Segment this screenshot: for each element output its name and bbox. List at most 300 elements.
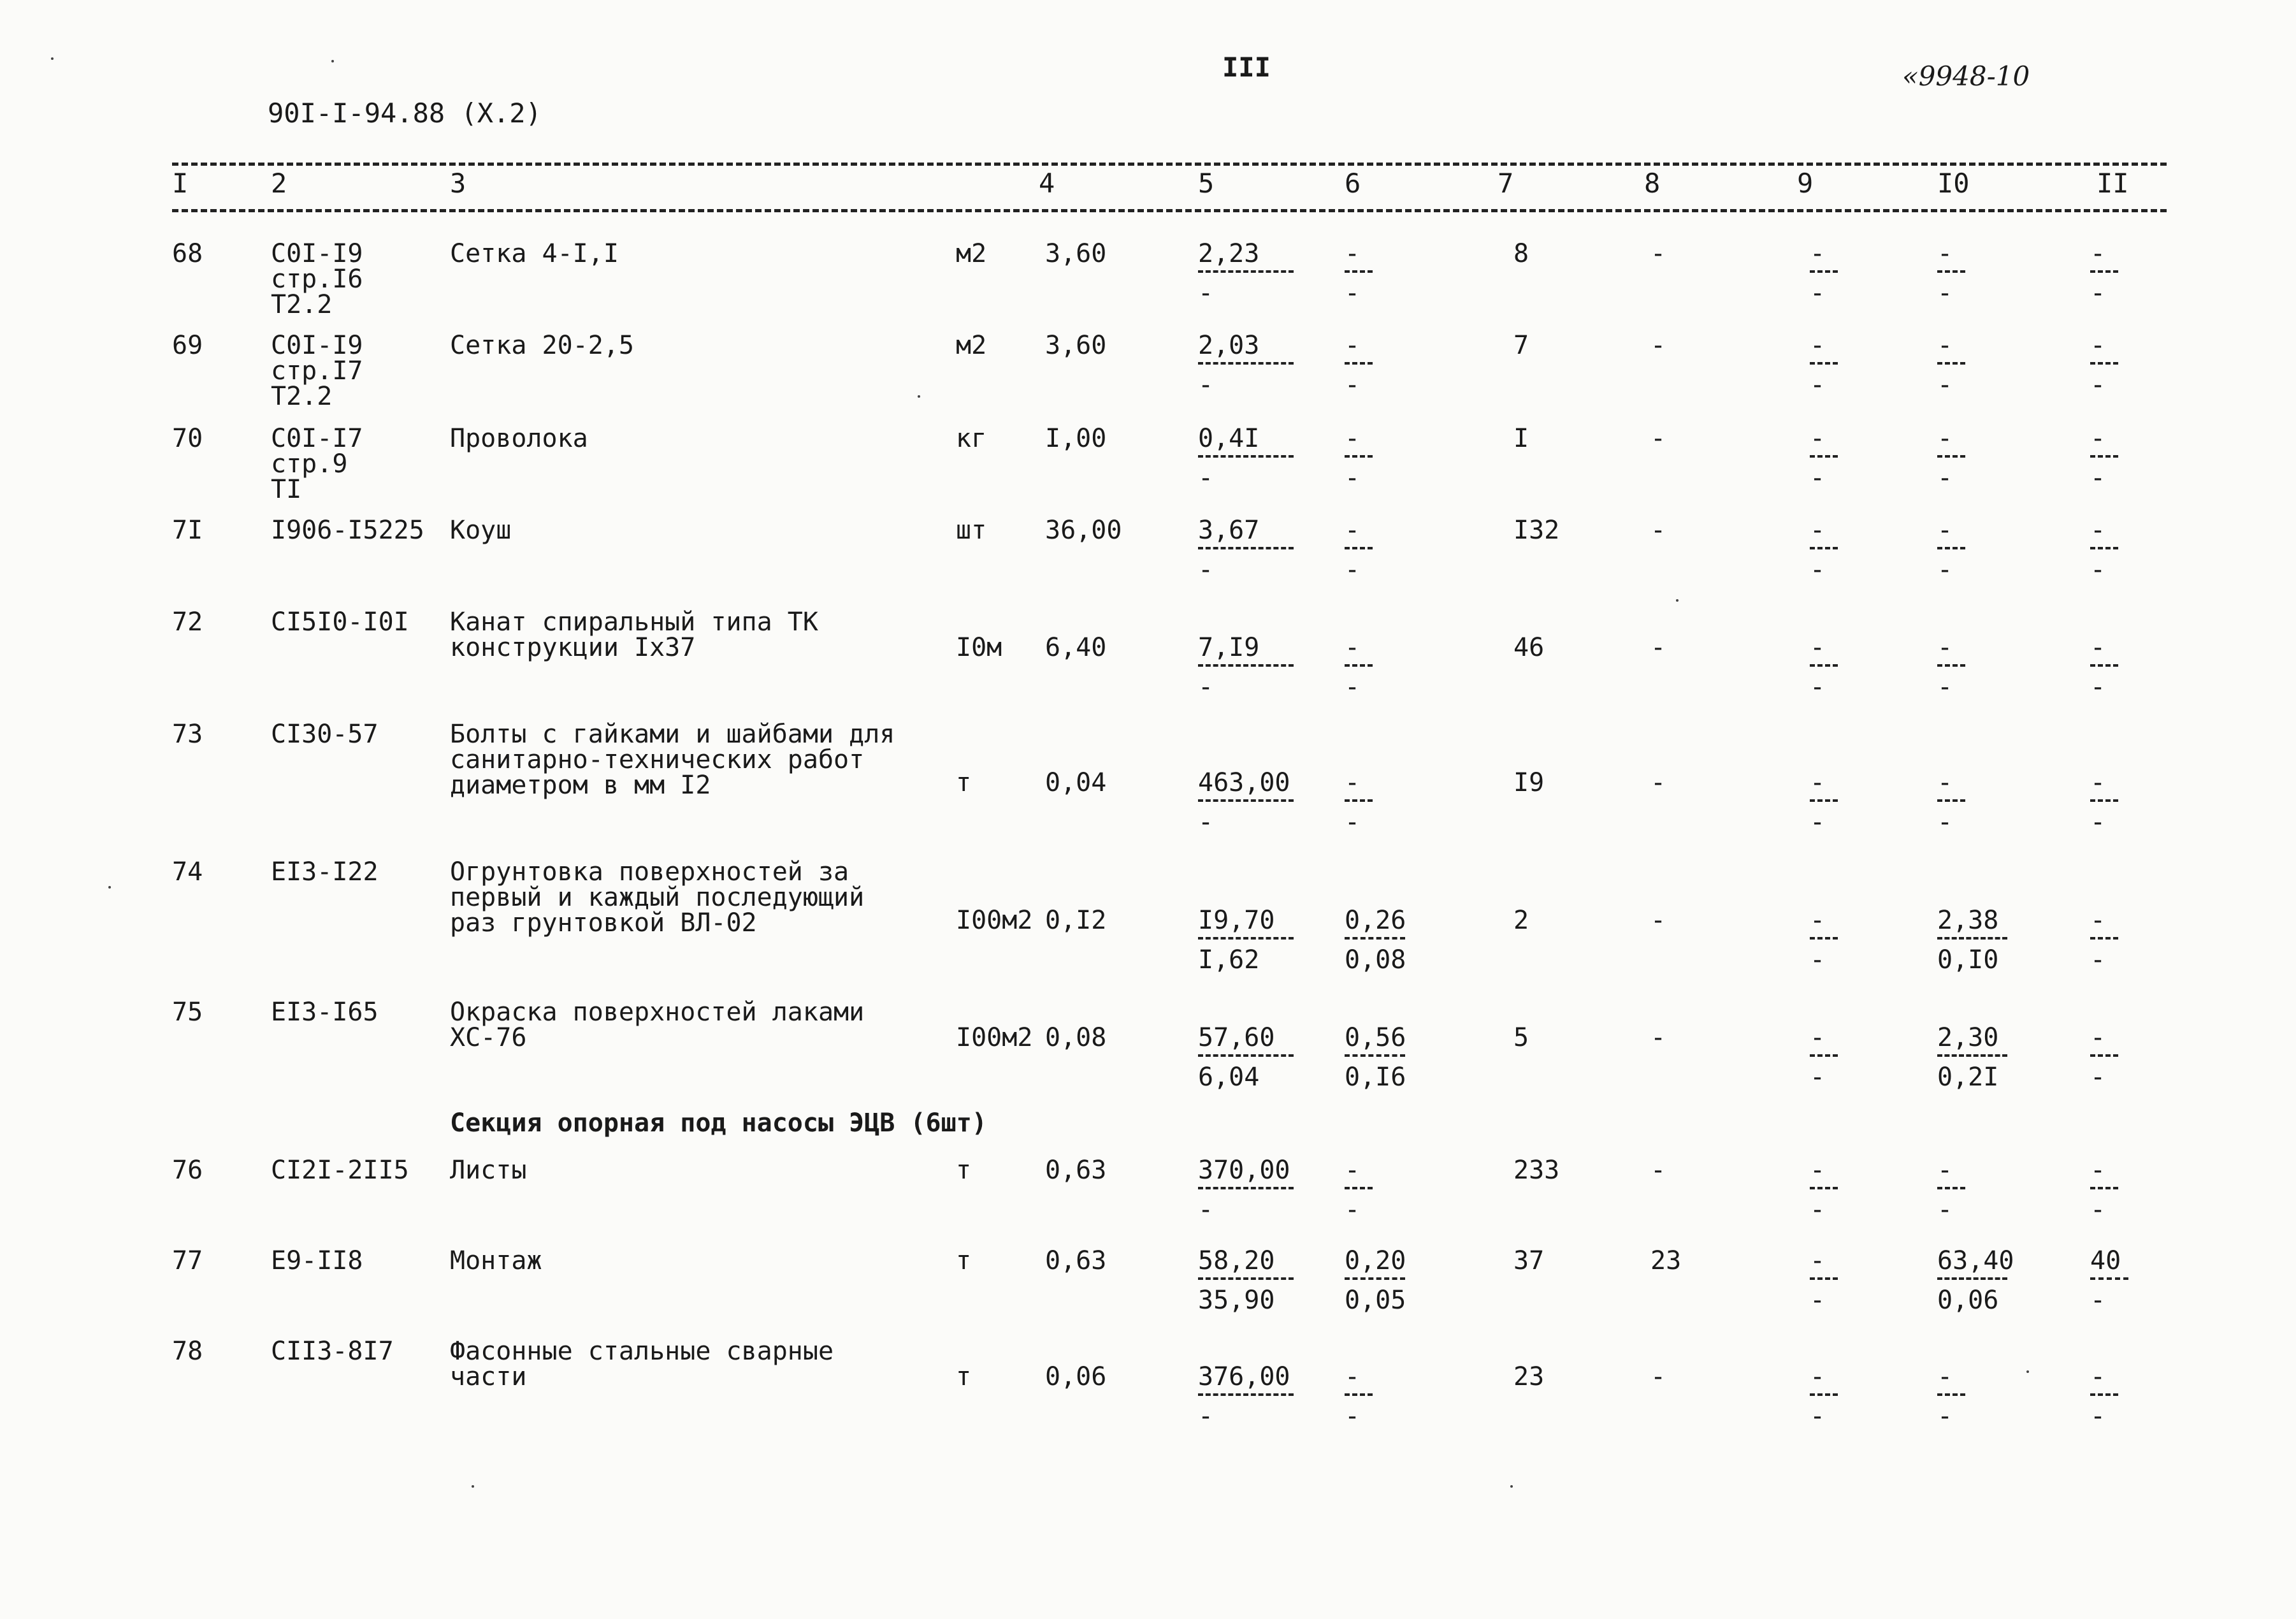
col9-value	[1810, 770, 1838, 835]
col9-value-divider	[1810, 455, 1838, 458]
col5-value-denominator: -	[1198, 808, 1214, 837]
col5-value-denominator: -	[1198, 555, 1214, 584]
col6-value-denominator: 0,I6	[1345, 1063, 1406, 1092]
col10-value-numerator: -	[1937, 768, 1953, 797]
col6-value-denominator: -	[1345, 370, 1361, 400]
row-number: 7I	[172, 516, 203, 545]
col11-value-denominator: -	[2090, 370, 2106, 400]
scan-speck	[1676, 599, 1679, 602]
col6-value	[1345, 1248, 1405, 1313]
col11-value-numerator: -	[2090, 768, 2106, 797]
col11-value-denominator: -	[2090, 1402, 2106, 1431]
col10-value	[1937, 1246, 2014, 1315]
col10-value-divider	[1937, 1393, 1965, 1396]
col10-value-numerator: -	[1937, 516, 1953, 545]
quantity: 0,04	[1045, 768, 1107, 797]
col5-value-denominator: 35,90	[1198, 1286, 1275, 1315]
col11-value	[2090, 1158, 2118, 1223]
col10-value-numerator: -	[1937, 633, 1953, 662]
col7-value: 23	[1513, 1362, 1545, 1391]
col5-value	[1198, 1158, 1294, 1223]
unit: т	[956, 768, 972, 797]
col10-value-divider	[1937, 799, 1965, 802]
col9-value-divider	[1810, 1393, 1838, 1396]
col6-value-numerator: -	[1345, 331, 1361, 360]
col9-value-denominator: -	[1810, 1063, 1826, 1092]
col9-value-denominator: -	[1810, 1195, 1826, 1224]
col9-value-divider	[1810, 547, 1838, 549]
col10-value-denominator: -	[1937, 1402, 1953, 1431]
col9-value-numerator: -	[1810, 1362, 1826, 1391]
col5-value-divider	[1198, 664, 1294, 667]
col11-value	[2090, 770, 2118, 835]
unit: т	[956, 1246, 972, 1275]
col7-value: 37	[1513, 1246, 1545, 1275]
section-title: Секция опорная под насосы ЭЦВ (6шт)	[450, 1108, 987, 1138]
col5-value	[1198, 1248, 1294, 1313]
row-number: 73	[172, 720, 203, 749]
col7-value: 46	[1513, 633, 1545, 662]
col11-value	[2090, 333, 2118, 398]
col5-value-denominator: 6,04	[1198, 1063, 1260, 1092]
column-header-6: 6	[1345, 168, 1361, 199]
col9-value	[1810, 333, 1838, 398]
col11-value-divider	[2090, 1277, 2128, 1280]
col6-value	[1345, 1158, 1373, 1223]
work-name: Листы	[450, 1156, 527, 1185]
col6-value-numerator: -	[1345, 424, 1361, 453]
col6-value-numerator: -	[1345, 1156, 1361, 1185]
quantity: 0,06	[1045, 1362, 1107, 1391]
col11-value-divider	[2090, 664, 2118, 667]
col6-value-divider	[1345, 1393, 1373, 1396]
col10-value	[1937, 635, 1965, 700]
col9-value-divider	[1810, 1054, 1838, 1057]
col9-value	[1810, 1364, 1838, 1429]
col9-value	[1810, 426, 1838, 491]
col9-value-denominator: -	[1810, 279, 1826, 308]
col9-value-numerator: -	[1810, 1156, 1826, 1185]
row-number: 69	[172, 331, 203, 360]
col9-value-denominator: -	[1810, 370, 1826, 400]
col9-value-divider	[1810, 1187, 1838, 1189]
col8-value: -	[1650, 424, 1666, 453]
col11-value-denominator: -	[2090, 463, 2106, 493]
work-name: Проволока	[450, 424, 588, 453]
col10-value-numerator: -	[1937, 424, 1953, 453]
col5-value-numerator: 376,00	[1198, 1362, 1290, 1391]
col11-value-divider	[2090, 270, 2118, 273]
col10-value-divider	[1937, 455, 1965, 458]
quantity: 0,I2	[1045, 906, 1107, 935]
col6-value-numerator: 0,56	[1345, 1023, 1406, 1052]
col10-value-denominator: -	[1937, 672, 1953, 702]
norm-code: ЕI3-I22	[271, 857, 379, 887]
col10-value-denominator: 0,I0	[1937, 945, 1999, 975]
col11-value	[2090, 635, 2118, 700]
unit: кг	[956, 424, 987, 453]
column-header-5: 5	[1198, 168, 1215, 199]
col6-value	[1345, 426, 1373, 491]
col9-value-divider	[1810, 664, 1838, 667]
col11-value-divider	[2090, 799, 2118, 802]
col9-value-numerator: -	[1810, 424, 1826, 453]
scan-speck	[331, 60, 334, 62]
col9-value-numerator: -	[1810, 906, 1826, 935]
norm-code: I906-I5225	[271, 516, 424, 545]
col10-value-divider	[1937, 1054, 2007, 1057]
col5-value-numerator: I9,70	[1198, 906, 1275, 935]
col9-value-denominator: -	[1810, 1286, 1826, 1315]
col9-value-numerator: -	[1810, 1246, 1826, 1275]
document-code: 90I-I-94.88 (X.2)	[268, 98, 542, 129]
col6-value-numerator: -	[1345, 1362, 1361, 1391]
col10-value-denominator: -	[1937, 555, 1953, 584]
col11-value-numerator: -	[2090, 424, 2106, 453]
work-name: Окраска поверхностей лаками ХС-76	[450, 998, 865, 1052]
quantity: 6,40	[1045, 633, 1107, 662]
column-header-2: 2	[271, 168, 287, 199]
col9-value-divider	[1810, 362, 1838, 365]
quantity: 0,63	[1045, 1246, 1107, 1275]
col5-value-numerator: 58,20	[1198, 1246, 1275, 1275]
col7-value: 5	[1513, 1023, 1529, 1052]
col11-value-divider	[2090, 547, 2118, 549]
column-header-3: 3	[450, 168, 466, 199]
col10-value-divider	[1937, 362, 1965, 365]
col10-value	[1937, 518, 1965, 583]
col9-value	[1810, 518, 1838, 583]
col9-value	[1810, 1158, 1838, 1223]
col6-value-divider	[1345, 270, 1373, 273]
col5-value	[1198, 770, 1294, 835]
row-number: 68	[172, 239, 203, 268]
unit: I00м2	[956, 1023, 1033, 1052]
col10-value-numerator: 2,30	[1937, 1023, 1999, 1052]
col10-value-numerator: 2,38	[1937, 906, 1999, 935]
col11-value-numerator: -	[2090, 516, 2106, 545]
col9-value-denominator: -	[1810, 555, 1826, 584]
col11-value	[2090, 908, 2118, 973]
col7-value: I9	[1513, 768, 1545, 797]
col5-value-numerator: 2,23	[1198, 239, 1260, 268]
col11-value	[2090, 241, 2118, 306]
col8-value: -	[1650, 633, 1666, 662]
work-name: Болты с гайками и шайбами для санитарно-технических работ диаметром в мм I2	[450, 720, 895, 800]
col11-value	[2090, 426, 2118, 491]
col10-value-numerator: -	[1937, 1156, 1953, 1185]
col8-value: -	[1650, 239, 1666, 268]
scan-speck	[472, 1485, 474, 1488]
col6-value-denominator: -	[1345, 555, 1361, 584]
norm-code: C0I-I9 стр.I7 Т2.2	[271, 331, 363, 411]
col5-value-divider	[1198, 799, 1294, 802]
col11-value-divider	[2090, 362, 2118, 365]
col6-value-divider	[1345, 664, 1373, 667]
col9-value-numerator: -	[1810, 768, 1826, 797]
col11-value	[2090, 1025, 2118, 1090]
quantity: 0,08	[1045, 1023, 1107, 1052]
quantity: 36,00	[1045, 516, 1122, 545]
scan-speck	[51, 57, 54, 60]
col5-value-numerator: 3,67	[1198, 516, 1260, 545]
column-header-4: 4	[1039, 168, 1055, 199]
handwritten-note: «9948-10	[1902, 61, 2030, 92]
col6-value-numerator: -	[1345, 516, 1361, 545]
col11-value	[2090, 1364, 2118, 1429]
col5-value-divider	[1198, 547, 1294, 549]
row-number: 70	[172, 424, 203, 453]
col10-value-divider	[1937, 1187, 1965, 1189]
col6-value-denominator: -	[1345, 463, 1361, 493]
col11-value-numerator: -	[2090, 239, 2106, 268]
col9-value-divider	[1810, 799, 1838, 802]
col5-value-denominator: -	[1198, 463, 1214, 493]
col5-value-denominator: I,62	[1198, 945, 1260, 975]
col6-value-numerator: -	[1345, 768, 1361, 797]
col5-value	[1198, 1025, 1294, 1090]
norm-code: Е9-II8	[271, 1246, 363, 1275]
col7-value: I32	[1513, 516, 1560, 545]
col11-value-divider	[2090, 937, 2118, 940]
col5-value-divider	[1198, 1393, 1294, 1396]
row-number: 77	[172, 1246, 203, 1275]
col10-value	[1937, 1158, 1965, 1223]
col5-value-numerator: 0,4I	[1198, 424, 1260, 453]
row-number: 72	[172, 607, 203, 637]
col10-value	[1937, 426, 1965, 491]
col9-value	[1810, 1025, 1838, 1090]
header-bottom-rule	[172, 209, 2167, 212]
col6-value-divider	[1345, 1187, 1373, 1189]
header-top-rule	[172, 163, 2167, 166]
col6-value-divider	[1345, 1054, 1405, 1057]
work-name: Коуш	[450, 516, 512, 545]
col10-value-denominator: -	[1937, 808, 1953, 837]
col8-value: -	[1650, 516, 1666, 545]
col5-value	[1198, 241, 1294, 306]
col6-value-denominator: -	[1345, 1402, 1361, 1431]
col8-value: -	[1650, 768, 1666, 797]
work-name: Фасонные стальные сварные части	[450, 1337, 834, 1391]
col5-value	[1198, 333, 1294, 398]
col11-value	[2090, 518, 2118, 583]
col6-value	[1345, 518, 1373, 583]
work-name: Сетка 4-I,I	[450, 239, 619, 268]
col10-value-numerator: -	[1937, 239, 1953, 268]
col11-value-numerator: -	[2090, 633, 2106, 662]
column-header-1: I	[172, 168, 189, 199]
col5-value-denominator: -	[1198, 672, 1214, 702]
col11-value-divider	[2090, 1054, 2118, 1057]
col8-value: -	[1650, 1023, 1666, 1052]
col6-value-numerator: 0,20	[1345, 1246, 1406, 1275]
col6-value-divider	[1345, 799, 1373, 802]
col5-value-divider	[1198, 1277, 1294, 1280]
col9-value	[1810, 635, 1838, 700]
col5-value-denominator: -	[1198, 1402, 1214, 1431]
col5-value-denominator: -	[1198, 279, 1214, 308]
col11-value-numerator: -	[2090, 1156, 2106, 1185]
col9-value-numerator: -	[1810, 331, 1826, 360]
col10-value-denominator: 0,2I	[1937, 1063, 1999, 1092]
col5-value-divider	[1198, 937, 1294, 940]
col6-value	[1345, 1025, 1405, 1090]
col5-value-denominator: -	[1198, 1195, 1214, 1224]
row-number: 75	[172, 998, 203, 1027]
unit: I00м2	[956, 906, 1033, 935]
col6-value	[1345, 1364, 1373, 1429]
col5-value-divider	[1198, 362, 1294, 365]
col7-value: 2	[1513, 906, 1529, 935]
col10-value	[1937, 333, 1965, 398]
page-number: III	[1222, 52, 1271, 83]
col5-value	[1198, 1364, 1294, 1429]
col9-value	[1810, 1248, 1838, 1313]
col11-value-numerator: -	[2090, 906, 2106, 935]
unit: т	[956, 1362, 972, 1391]
col10-value-numerator: -	[1937, 1362, 1953, 1391]
col7-value: 8	[1513, 239, 1529, 268]
col9-value-divider	[1810, 270, 1838, 273]
col9-value-denominator: -	[1810, 808, 1826, 837]
norm-code: C0I-I7 стр.9 ТI	[271, 424, 363, 504]
norm-code: C0I-I9 стр.I6 Т2.2	[271, 239, 363, 319]
col10-value	[1937, 241, 1965, 306]
col11-value-denominator: -	[2090, 555, 2106, 584]
col11-value-denominator: -	[2090, 279, 2106, 308]
col6-value-divider	[1345, 362, 1373, 365]
col5-value-divider	[1198, 1054, 1294, 1057]
col5-value	[1198, 908, 1294, 973]
col6-value-denominator: -	[1345, 279, 1361, 308]
col10-value-divider	[1937, 664, 1965, 667]
col5-value	[1198, 518, 1294, 583]
col6-value-divider	[1345, 1277, 1405, 1280]
row-number: 78	[172, 1337, 203, 1366]
col6-value-divider	[1345, 547, 1373, 549]
col6-value-denominator: -	[1345, 808, 1361, 837]
column-header-9: 9	[1797, 168, 1814, 199]
scan-speck	[108, 886, 111, 889]
col11-value-numerator: -	[2090, 331, 2106, 360]
col11-value-denominator: -	[2090, 808, 2106, 837]
unit: т	[956, 1156, 972, 1185]
norm-code: CI5I0-I0I	[271, 607, 409, 637]
col11-value-denominator: -	[2090, 1063, 2106, 1092]
col9-value-numerator: -	[1810, 633, 1826, 662]
col10-value-divider	[1937, 1277, 2007, 1280]
col9-value-denominator: -	[1810, 1402, 1826, 1431]
col11-value-divider	[2090, 1187, 2118, 1189]
norm-code: CII3-8I7	[271, 1337, 394, 1366]
col10-value	[1937, 1364, 1965, 1429]
work-name: Канат спиральный типа ТК конструкции Iх37	[450, 607, 818, 662]
col10-value-divider	[1937, 547, 1965, 549]
col11-value-numerator: 40	[2090, 1246, 2121, 1275]
col6-value-denominator: -	[1345, 672, 1361, 702]
row-number: 74	[172, 857, 203, 887]
work-name: Огрунтовка поверхностей за первый и каждый последующий раз грунтовкой ВЛ-02	[450, 857, 865, 938]
col6-value-numerator: -	[1345, 239, 1361, 268]
col10-value-denominator: -	[1937, 1195, 1953, 1224]
quantity: 3,60	[1045, 239, 1107, 268]
unit: шт	[956, 516, 987, 545]
col6-value-numerator: -	[1345, 633, 1361, 662]
col5-value	[1198, 635, 1294, 700]
col11-value-divider	[2090, 1393, 2118, 1396]
col5-value-divider	[1198, 455, 1294, 458]
scan-speck	[2026, 1370, 2029, 1373]
col9-value-divider	[1810, 1277, 1838, 1280]
unit: м2	[956, 239, 987, 268]
col8-value: -	[1650, 1362, 1666, 1391]
col8-value: -	[1650, 331, 1666, 360]
col9-value-numerator: -	[1810, 1023, 1826, 1052]
col5-value-denominator: -	[1198, 370, 1214, 400]
col5-value	[1198, 426, 1294, 491]
quantity: 3,60	[1045, 331, 1107, 360]
col8-value: 23	[1650, 1246, 1682, 1275]
col10-value-denominator: -	[1937, 370, 1953, 400]
col6-value	[1345, 908, 1405, 973]
col10-value-denominator: -	[1937, 463, 1953, 493]
row-number: 76	[172, 1156, 203, 1185]
column-header-10: I0	[1937, 168, 1970, 199]
col9-value-numerator: -	[1810, 239, 1826, 268]
scan-speck	[1510, 1485, 1513, 1488]
col6-value-divider	[1345, 937, 1405, 940]
unit: I0м	[956, 633, 1002, 662]
col10-value-denominator: -	[1937, 279, 1953, 308]
col6-value-numerator: 0,26	[1345, 906, 1406, 935]
column-header-7: 7	[1498, 168, 1514, 199]
col10-value-denominator: 0,06	[1937, 1286, 1999, 1315]
col6-value	[1345, 241, 1373, 306]
col10-value	[1937, 770, 1965, 835]
work-name: Монтаж	[450, 1246, 542, 1275]
column-header-8: 8	[1644, 168, 1661, 199]
col9-value-denominator: -	[1810, 463, 1826, 493]
col10-value-numerator: 63,40	[1937, 1246, 2014, 1275]
col5-value-divider	[1198, 270, 1294, 273]
col11-value-numerator: -	[2090, 1023, 2106, 1052]
col11-value-denominator: -	[2090, 1286, 2106, 1315]
col8-value: -	[1650, 906, 1666, 935]
quantity: I,00	[1045, 424, 1107, 453]
norm-code: ЕI3-I65	[271, 998, 379, 1027]
col11-value	[2090, 1248, 2128, 1313]
col11-value-denominator: -	[2090, 945, 2106, 975]
col10-value-divider	[1937, 937, 2007, 940]
col6-value	[1345, 635, 1373, 700]
col10-value	[1937, 1025, 2007, 1090]
quantity: 0,63	[1045, 1156, 1107, 1185]
col9-value-denominator: -	[1810, 945, 1826, 975]
col10-value	[1937, 908, 2007, 973]
col6-value-denominator: 0,05	[1345, 1286, 1406, 1315]
norm-code: CI2I-2II5	[271, 1156, 409, 1185]
col5-value-numerator: 463,00	[1198, 768, 1290, 797]
col6-value	[1345, 770, 1373, 835]
column-header-11: II	[2097, 168, 2129, 199]
col6-value-denominator: -	[1345, 1195, 1361, 1224]
col10-value-divider	[1937, 270, 1965, 273]
col11-value-denominator: -	[2090, 672, 2106, 702]
col9-value	[1810, 908, 1838, 973]
col11-value-numerator: -	[2090, 1362, 2106, 1391]
col6-value-divider	[1345, 455, 1373, 458]
